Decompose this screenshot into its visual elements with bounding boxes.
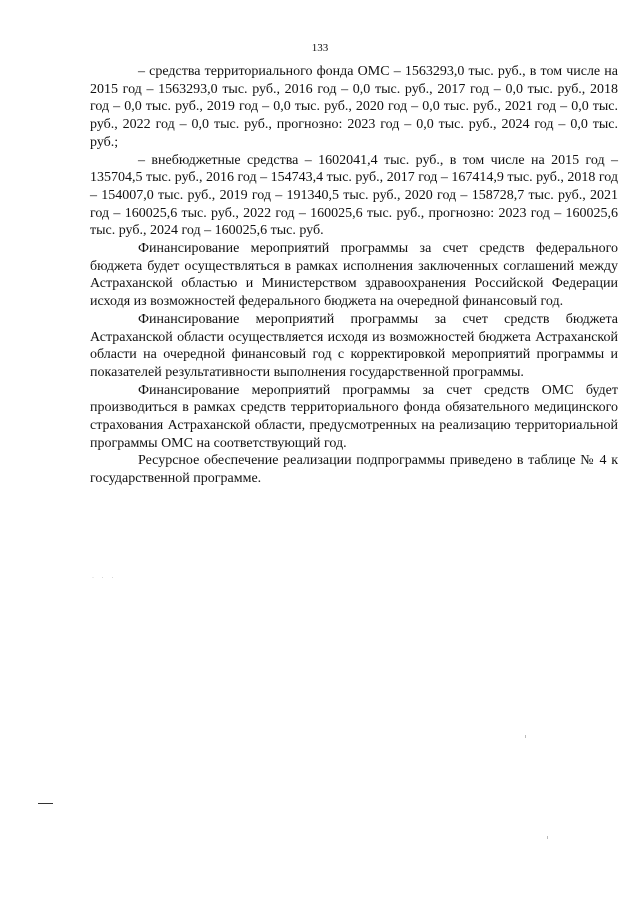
paragraph-extrabudgetary-funds: – внебюджетные средства – 1602041,4 тыс. руб., в том числе на 2015 год – 135704,5 тыс. руб., 2016 год – 154743,4 тыс. руб., 2017 год – 167414,9 тыс. руб., 2018 год – 154007,0 тыс. руб., 2019 год – 191340,5 тыс. руб., 2020 год – 158728,7 тыс. руб., 2021 год – 160025,6 тыс. руб., 2022 год – 160025,6 тыс. руб., прогнозно: 2023 год – 160025,6 тыс. руб., 2024 год – 160025,6 тыс. руб. [90, 152, 618, 239]
page-number: 133 [311, 42, 329, 54]
scan-mark [525, 735, 526, 738]
margin-dash-mark [38, 803, 53, 804]
paragraph-territorial-fund: – средства территориального фонда ОМС – 1563293,0 тыс. руб., в том числе на 2015 год – 1563293,0 тыс. руб., 2016 год – 0,0 тыс. руб., 2017 год – 0,0 тыс. руб., 2018 год – 0,0 тыс. руб., 2019 год – 0,0 тыс. руб., 2020 год – 0,0 тыс. руб., 2021 год – 0,0 тыс. руб., 2022 год – 0,0 тыс. руб., прогнозно: 2023 год – 0,0 тыс. руб., 2024 год – 0,0 тыс. руб.; [90, 64, 618, 150]
paragraph-resource-provision: Ресурсное обеспечение реализации подпрограммы приведено в таблице № 4 к государственной программе. [90, 453, 618, 487]
document-body [90, 63, 618, 488]
paragraph-federal-budget-financing: Финансирование мероприятий программы за счет средств федерального бюджета будет осуществляться в рамках исполнения заключенных соглашений между Астраханской областью и Министерством здравоохранения Российской Федерации исходя из возможностей федерального бюджета на очередной финансовый год. [90, 241, 618, 310]
scan-speckles: · · · [92, 575, 117, 581]
paragraph-oms-financing: Финансирование мероприятий программы за счет средств ОМС будет производиться в рамках средств территориального фонда обязательного медицинского страхования Астраханской области, предусмотренных на реализацию территориальной программы ОМС на соответствующий год. [90, 382, 618, 451]
paragraph-regional-budget-financing: Финансирование мероприятий программы за счет средств бюджета Астраханской области осуществляется исходя из возможностей бюджета Астраханской области на очередной финансовый год с корректировкой мероприятий программы и показателей результативности выполнения государственной программы. [90, 311, 618, 380]
scan-mark [547, 836, 548, 839]
